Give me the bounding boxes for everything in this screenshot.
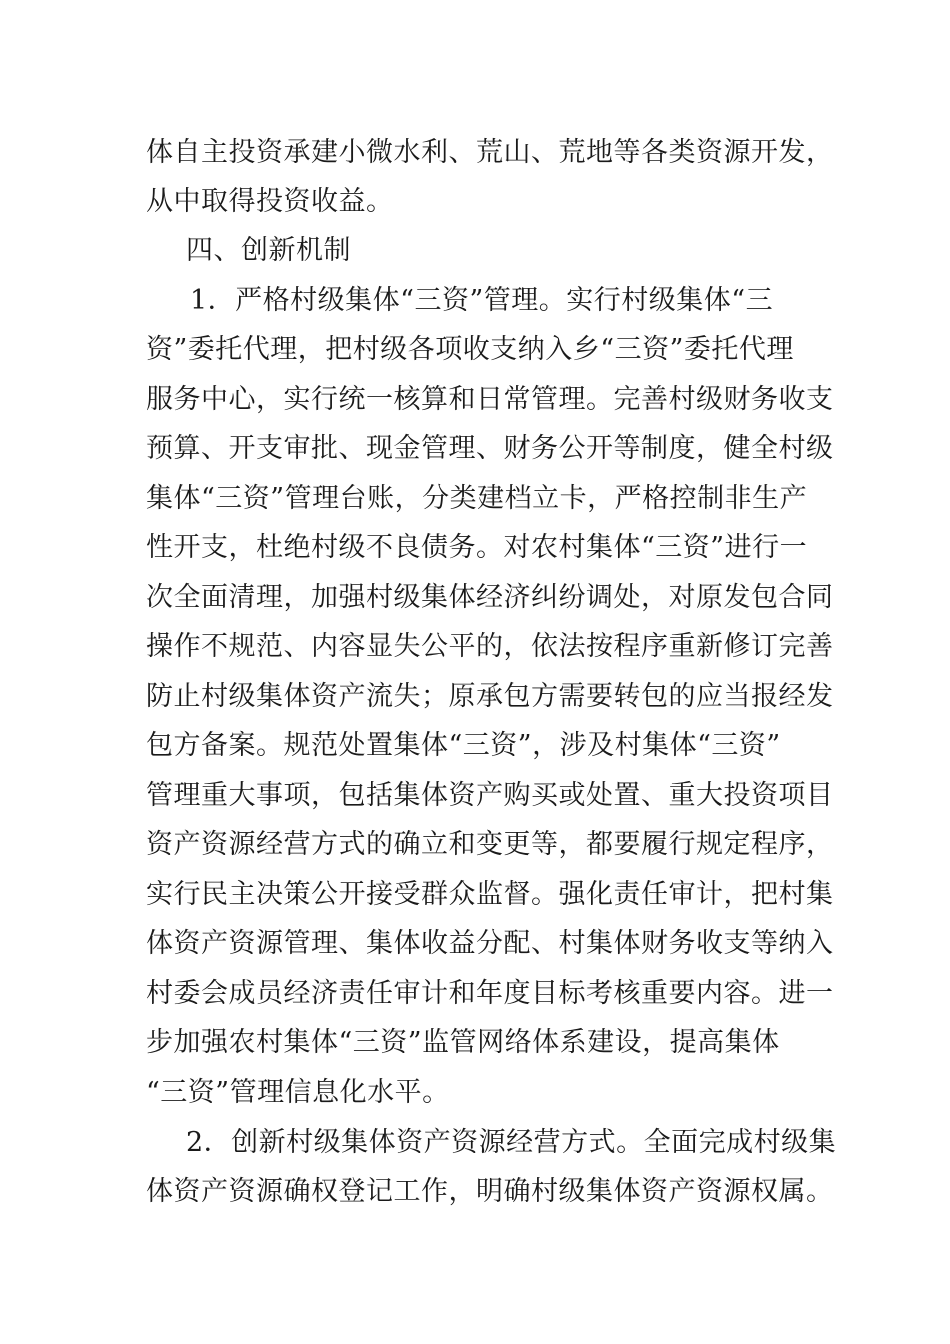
text-line: “三资”管理信息化水平。 [146,1077,450,1108]
text-line: 步加强农村集体“三资”监管网络体系建设，提高集体 [146,1027,780,1058]
text-line: 防止村级集体资产流失；原承包方需要转包的应当报经发 [146,681,834,712]
text-line: 从中取得投资收益。 [146,186,394,217]
text-line: 服务中心，实行统一核算和日常管理。完善村级财务收支 [146,384,834,415]
text-line: 资产资源经营方式的确立和变更等，都要履行规定程序， [146,829,834,860]
text-line: 性开支，杜绝村级不良债务。对农村集体“三资”进行一 [146,532,808,563]
text-line: 体自主投资承建小微水利、荒山、荒地等各类资源开发， [146,137,834,168]
text-line: 体资产资源确权登记工作，明确村级集体资产资源权属。 [146,1176,834,1207]
text-line: 体资产资源管理、集体收益分配、村集体财务收支等纳入 [146,928,834,959]
text-line: 包方备案。规范处置集体“三资”，涉及村集体“三资” [146,730,781,761]
text-line: 资”委托代理，把村级各项收支纳入乡“三资”委托代理 [146,334,794,365]
paragraph-start: 2．创新村级集体资产资源经营方式。全面完成村级集 [186,1127,837,1158]
text-line: 村委会成员经济责任审计和年度目标考核重要内容。进一 [146,978,834,1009]
text-line: 操作不规范、内容显失公平的，依法按程序重新修订完善 [146,631,834,662]
text-line: 次全面清理，加强村级集体经济纠纷调处，对原发包合同 [146,582,834,613]
text-line: 预算、开支审批、现金管理、财务公开等制度，健全村级 [146,433,834,464]
text-line: 管理重大事项，包括集体资产购买或处置、重大投资项目 [146,780,834,811]
paragraph-start: 1．严格村级集体“三资”管理。实行村级集体“三 [190,285,774,316]
section-heading: 四、创新机制 [186,235,351,266]
text-line: 集体“三资”管理台账，分类建档立卡，严格控制非生产 [146,483,808,514]
text-line: 实行民主决策公开接受群众监督。强化责任审计，把村集 [146,879,834,910]
